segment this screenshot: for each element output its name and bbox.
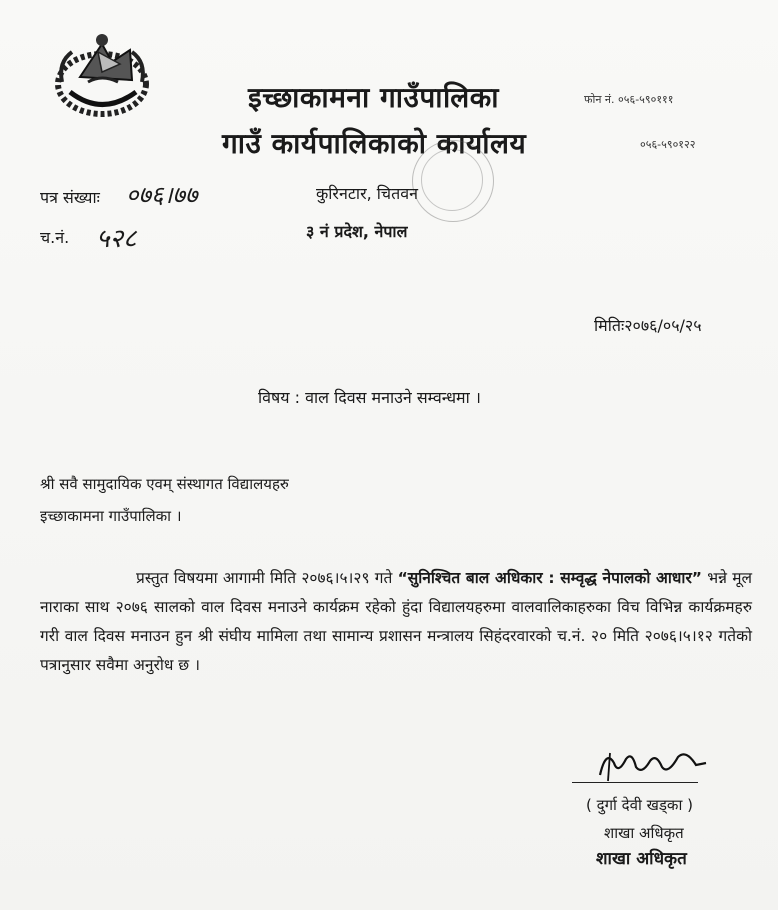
letter-number-label: पत्र संख्याः	[40, 188, 100, 207]
office-address: कुरिनटार, चितवन	[316, 184, 418, 203]
dispatch-number-value: ५२८	[96, 224, 137, 254]
letter-body	[40, 564, 752, 680]
org-name: इच्छाकामना गाउँपालिका	[248, 81, 499, 114]
body-intro: प्रस्तुत विषयमा आगामी मिति २०७६।५।२९ गते	[136, 569, 398, 587]
office-name: गाउँ कार्यपालिकाको कार्यालय	[222, 127, 527, 160]
phone-number-2: ०५६-५९०१२२	[640, 138, 696, 151]
body-slogan: “सुनिश्चित बाल अधिकार : सम्वृद्ध नेपालको आधार”	[397, 569, 702, 587]
dispatch-number-label: च.नं.	[40, 228, 70, 247]
office-stamp	[412, 140, 494, 222]
letter-number-value: ०७६।७७	[126, 181, 198, 209]
office-province: ३ नं प्रदेश, नेपाल	[306, 222, 408, 241]
signatory-name: ( दुर्गा देवी खड्का )	[586, 796, 693, 814]
recipient-line-1: श्री सवै सामुदायिक एवम् संस्थागत विद्यालयहरु	[40, 475, 289, 493]
signatory-title: शाखा अधिकृत	[604, 824, 684, 842]
letter-date: मितिः२०७६/०५/२५	[594, 316, 702, 335]
letter-subject: विषय : वाल दिवस मनाउने सम्वन्धमा ।	[258, 388, 481, 407]
phone-number-1: फोन नं. ०५६-५९०१११	[584, 93, 674, 106]
government-emblem-icon	[40, 22, 170, 122]
recipient-line-2: इच्छाकामना गाउँपालिका ।	[40, 507, 182, 525]
signature-line	[572, 782, 698, 783]
signatory-title-stamp: शाखा अधिकृत	[596, 849, 687, 869]
body-rest: भन्ने मूल नाराका साथ २०७६ सालको वाल दिवस मनाउने कार्यक्रम रहेको हुंदा विद्यालयहरुमा वालवालिकाहरुका विच विभिन्न कार्यक्रमहरु गरी वाल दिवस मनाउन हुन श्री संघीय मामिला तथा सामान्य प्रशासन मन्त्रालय सिहंदरवारको च.नं. २० मिति २०७६।५।१२ गतेको पत्रानुसार सवैमा अनुरोध छ ।	[40, 569, 752, 674]
signature-mark	[592, 745, 712, 785]
